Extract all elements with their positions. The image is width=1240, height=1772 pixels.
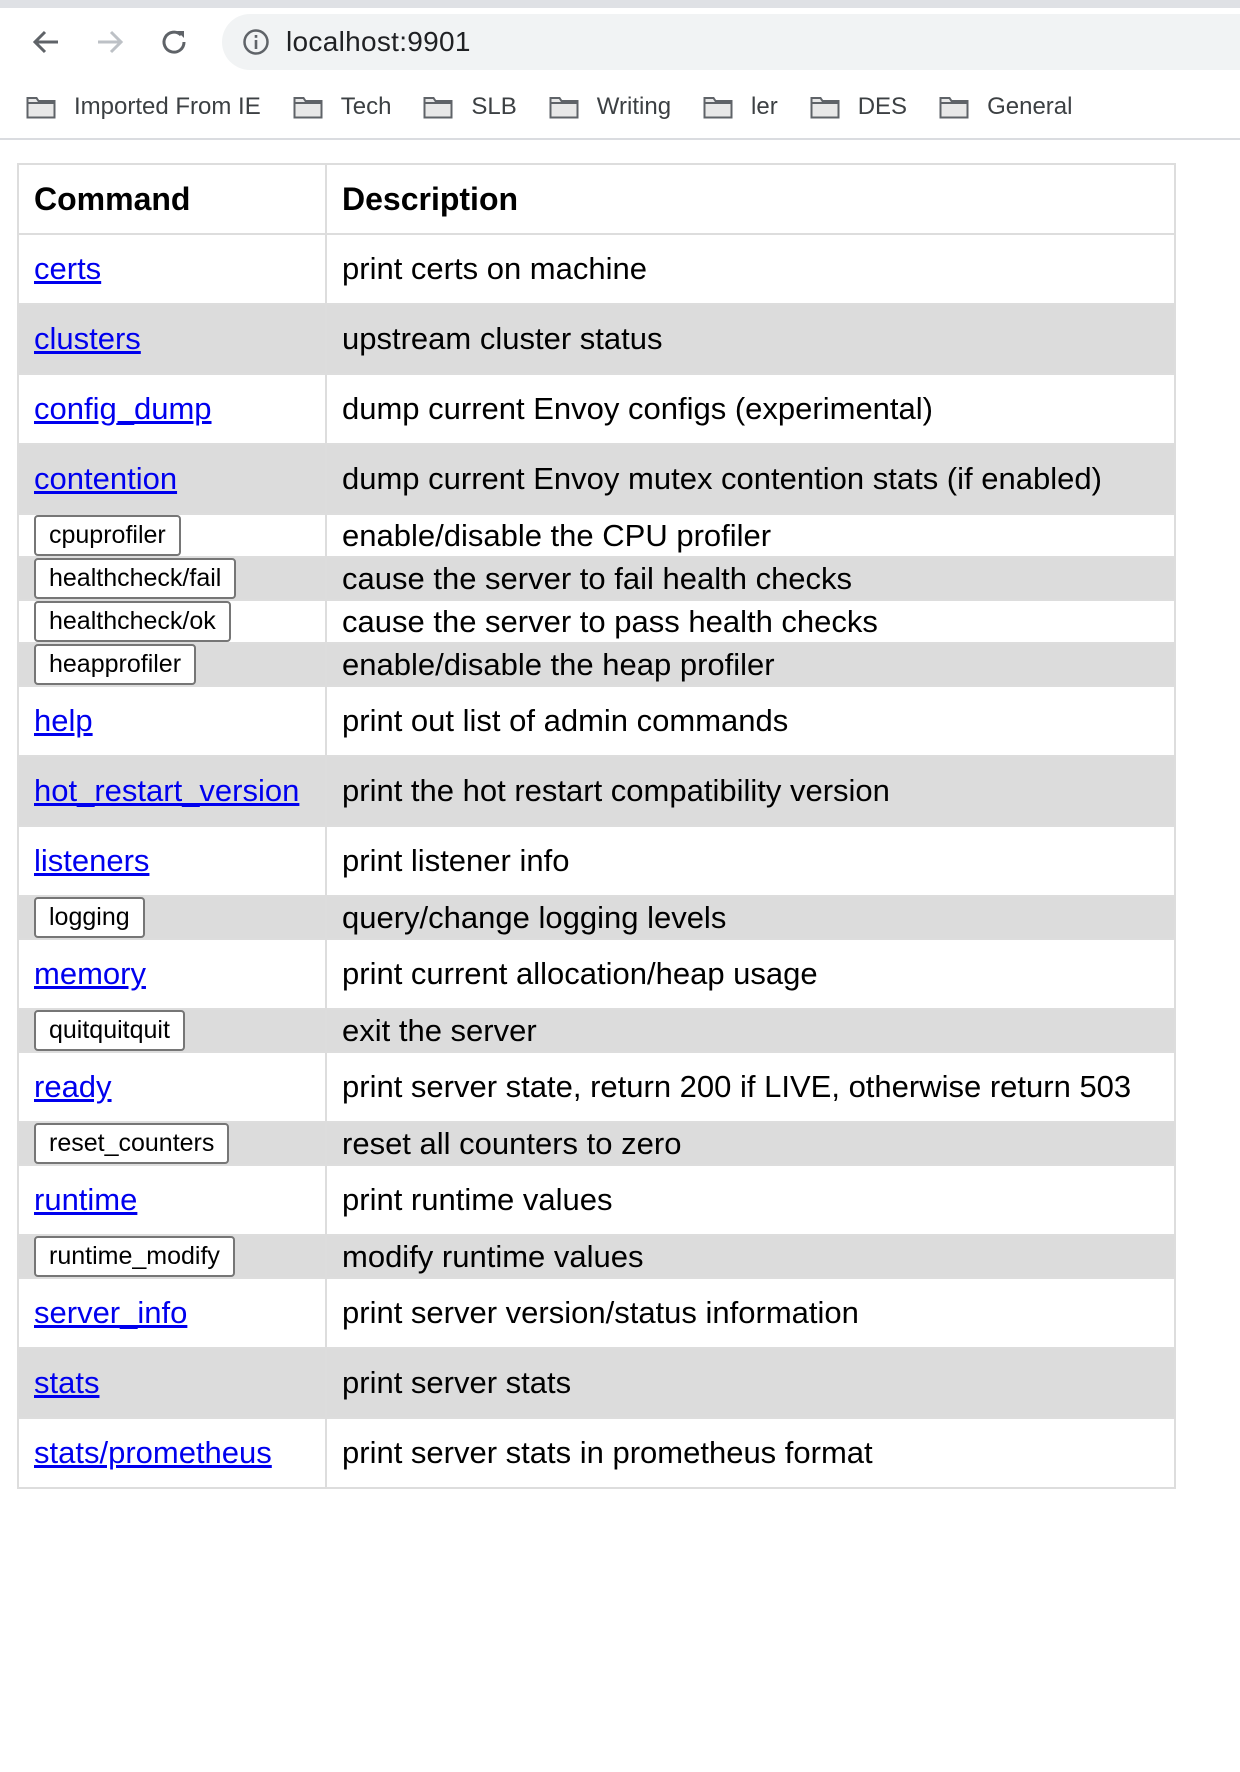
description-cell: cause the server to pass health checks	[326, 600, 1175, 643]
table-row	[18, 444, 1175, 514]
description-cell: query/change logging levels	[326, 896, 1175, 939]
browser-toolbar	[0, 8, 1240, 76]
bookmark-label: SLB	[471, 93, 517, 120]
bookmark-label: Writing	[596, 93, 672, 120]
tab-strip	[0, 0, 1240, 8]
command-button[interactable]: logging	[34, 897, 145, 938]
command-button[interactable]: reset_counters	[34, 1123, 229, 1164]
bookmark-label: DES	[857, 93, 908, 120]
folder-icon	[549, 95, 579, 119]
bookmark-folder[interactable]	[939, 93, 1072, 121]
header-description: Description	[326, 164, 1175, 234]
folder-icon	[293, 95, 323, 119]
command-cell	[18, 1418, 326, 1488]
command-cell	[18, 557, 326, 600]
description-cell: dump current Envoy mutex contention stats (if enabled)	[326, 444, 1175, 514]
command-cell	[18, 643, 326, 686]
command-link[interactable]: memory	[34, 956, 146, 991]
bookmark-folder[interactable]	[293, 93, 392, 121]
table-row	[18, 756, 1175, 826]
table-row	[18, 514, 1175, 557]
description-cell: print certs on machine	[326, 234, 1175, 304]
back-button[interactable]	[26, 22, 66, 62]
description-cell: cause the server to fail health checks	[326, 557, 1175, 600]
command-link[interactable]: hot_restart_version	[34, 773, 300, 808]
command-button[interactable]: heapprofiler	[34, 644, 196, 685]
command-cell	[18, 939, 326, 1009]
table-row	[18, 1052, 1175, 1122]
bookmark-label: ler	[751, 93, 778, 120]
table-row	[18, 1235, 1175, 1278]
forward-button[interactable]	[90, 22, 130, 62]
table-row	[18, 234, 1175, 304]
command-link[interactable]: server_info	[34, 1295, 188, 1330]
table-row	[18, 643, 1175, 686]
table-row	[18, 939, 1175, 1009]
back-arrow-icon	[31, 27, 61, 57]
bookmark-folder[interactable]	[810, 93, 907, 121]
command-cell	[18, 234, 326, 304]
command-button[interactable]: runtime_modify	[34, 1236, 235, 1277]
command-cell	[18, 1009, 326, 1052]
table-row	[18, 1278, 1175, 1348]
description-cell: print current allocation/heap usage	[326, 939, 1175, 1009]
command-cell	[18, 896, 326, 939]
bookmark-label: Tech	[340, 93, 392, 120]
command-link[interactable]: stats	[34, 1365, 100, 1400]
command-link[interactable]: stats/prometheus	[34, 1435, 272, 1470]
command-cell	[18, 1122, 326, 1165]
table-row	[18, 1009, 1175, 1052]
command-cell	[18, 756, 326, 826]
admin-commands-table	[17, 163, 1176, 1489]
command-cell	[18, 600, 326, 643]
description-cell: print server stats	[326, 1348, 1175, 1418]
command-link[interactable]: runtime	[34, 1182, 138, 1217]
bookmark-folder[interactable]	[26, 93, 261, 121]
table-row	[18, 686, 1175, 756]
forward-arrow-icon	[95, 27, 125, 57]
description-cell: print runtime values	[326, 1165, 1175, 1235]
command-link[interactable]: ready	[34, 1069, 112, 1104]
bookmark-label: Imported From IE	[74, 93, 261, 120]
description-cell: modify runtime values	[326, 1235, 1175, 1278]
info-icon[interactable]	[242, 28, 270, 56]
folder-icon	[939, 95, 969, 119]
command-cell	[18, 444, 326, 514]
table-row	[18, 374, 1175, 444]
description-cell: print server stats in prometheus format	[326, 1418, 1175, 1488]
table-row	[18, 600, 1175, 643]
command-cell	[18, 1278, 326, 1348]
folder-icon	[703, 95, 733, 119]
bookmark-folder[interactable]	[703, 93, 778, 121]
command-cell	[18, 1235, 326, 1278]
bookmark-folder[interactable]	[423, 93, 516, 121]
command-cell	[18, 374, 326, 444]
bookmark-label: General	[987, 93, 1073, 120]
description-cell: reset all counters to zero	[326, 1122, 1175, 1165]
header-command: Command	[18, 164, 326, 234]
command-link[interactable]: listeners	[34, 843, 150, 878]
table-row	[18, 896, 1175, 939]
command-cell	[18, 1052, 326, 1122]
folder-icon	[810, 95, 840, 119]
table-row	[18, 826, 1175, 896]
address-bar[interactable]	[222, 14, 1240, 70]
command-button[interactable]: healthcheck/ok	[34, 601, 231, 642]
description-cell: upstream cluster status	[326, 304, 1175, 374]
command-button[interactable]: quitquitquit	[34, 1010, 185, 1051]
reload-icon	[159, 27, 189, 57]
url-text[interactable]: localhost:9901	[286, 26, 471, 57]
command-link[interactable]: help	[34, 703, 93, 738]
table-row	[18, 1122, 1175, 1165]
description-cell: print the hot restart compatibility version	[326, 756, 1175, 826]
table-row	[18, 1418, 1175, 1488]
table-row	[18, 304, 1175, 374]
bookmarks-bar	[0, 76, 1240, 140]
command-cell	[18, 514, 326, 557]
description-cell: dump current Envoy configs (experimental)	[326, 374, 1175, 444]
command-cell	[18, 1165, 326, 1235]
folder-icon	[26, 95, 56, 119]
folder-icon	[423, 95, 453, 119]
description-cell: print server state, return 200 if LIVE, otherwise return 503	[326, 1052, 1175, 1122]
description-cell: exit the server	[326, 1009, 1175, 1052]
command-link[interactable]: config_dump	[34, 391, 212, 426]
table-row	[18, 1165, 1175, 1235]
reload-button[interactable]	[154, 22, 194, 62]
command-cell	[18, 1348, 326, 1418]
table-header-row	[18, 164, 1175, 234]
command-button[interactable]: healthcheck/fail	[34, 558, 236, 599]
command-link[interactable]: contention	[34, 461, 178, 496]
description-cell: enable/disable the heap profiler	[326, 643, 1175, 686]
description-cell: print listener info	[326, 826, 1175, 896]
command-link[interactable]: certs	[34, 251, 102, 286]
description-cell: print server version/status information	[326, 1278, 1175, 1348]
table-row	[18, 557, 1175, 600]
description-cell: enable/disable the CPU profiler	[326, 514, 1175, 557]
command-cell	[18, 304, 326, 374]
bookmark-folder[interactable]	[549, 93, 671, 121]
command-link[interactable]: clusters	[34, 321, 141, 356]
description-cell: print out list of admin commands	[326, 686, 1175, 756]
command-cell	[18, 826, 326, 896]
table-row	[18, 1348, 1175, 1418]
command-button[interactable]: cpuprofiler	[34, 515, 181, 556]
command-cell	[18, 686, 326, 756]
